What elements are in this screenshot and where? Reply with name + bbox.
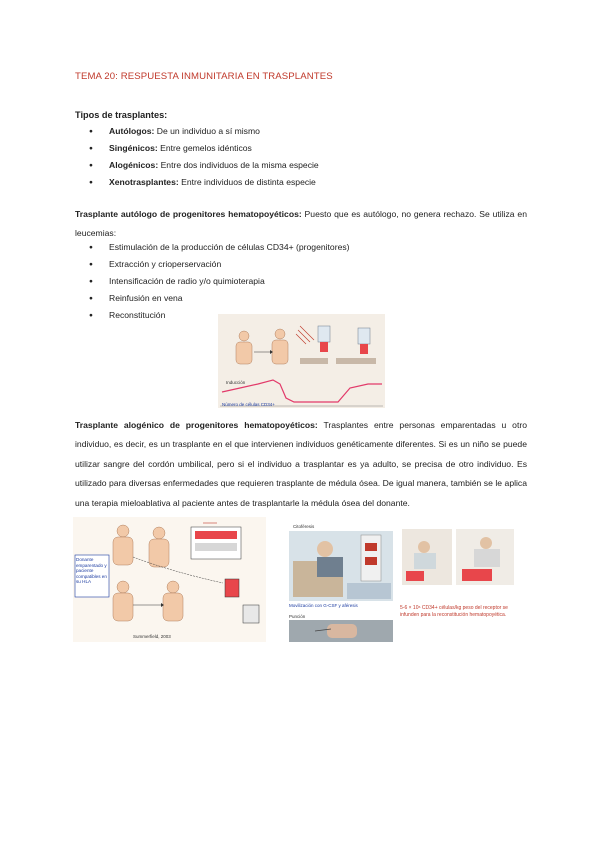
list-item: ● Estimulación de la producción de células CD34+ (progenitores) — [89, 242, 350, 259]
list-item: ● Autólogos: De un individuo a sí mismo — [89, 126, 319, 143]
list-item: ● Reinfusión en vena — [89, 293, 350, 310]
page-title: TEMA 20: RESPUESTA INMUNITARIA EN TRASPLANTES — [75, 71, 333, 82]
allogeneic-figure-left — [73, 517, 266, 642]
autologous-figure — [218, 314, 385, 408]
list-item: ● Reconstitución — [89, 310, 350, 327]
cytapheresis-label: Citoféresis — [293, 524, 315, 529]
reinfusion-caption: 5-6 × 10⁶ CD34+ células/kg peso del receptor se infunden para la reconstitución hematopoyética. — [400, 605, 508, 618]
allogeneic-paragraph: Trasplante alogénico de progenitores hematopoyéticos: Trasplantes entre personas emparentadas u otro individuo, es decir, es un trasplante en el que intervienen individuos genéticamente diferentes. Si es un niño se puede utilizar sangre del cordón umbilical, pero si el individuo a trasplantar es ya adulto, se precisa de otro individuo. Es utilizado para diversas enfermedades que requieren trasplante de médula ósea. De igual manera, también se le aplica una terapia mieloablativa al paciente antes de trasplantarle la médula ósea del donante. — [75, 420, 527, 508]
cd34-axis-label: Número de células CD34+ — [222, 402, 275, 407]
list-item: ● Singénicos: Entre gemelos idénticos — [89, 143, 319, 160]
list-item: ● Xenotrasplantes: Entre individuos de distinta especie — [89, 177, 319, 194]
autologous-paragraph: Trasplante autólogo de progenitores hematopoyéticos: Puesto que es autólogo, no genera rechazo. Se utiliza en leucemias: — [75, 209, 527, 239]
list-item: ● Intensificación de radio y/o quimioterapia — [89, 276, 350, 293]
list-item: ● Extracción y crioperservación — [89, 259, 350, 276]
types-list — [89, 126, 319, 194]
autologous-diagram — [218, 314, 385, 408]
list-item: ● Alogénicos: Entre dos individuos de la misma especie — [89, 160, 319, 177]
reinfusion-photos — [400, 527, 516, 645]
compatible-donor-box: Donante emparentado y paciente compatibles en su HLA — [76, 557, 107, 585]
allogeneic-figure-middle — [287, 521, 395, 643]
puncture-label: Punción — [289, 614, 306, 619]
figure-credit: Summerfield, 2003 — [133, 634, 171, 639]
induction-label: Inducción — [226, 380, 246, 385]
mobilization-caption: Movilización con G-CSF y aféresis — [289, 603, 358, 608]
apheresis-photos — [287, 521, 395, 643]
types-heading: Tipos de trasplantes: — [75, 110, 168, 120]
allogeneic-figure-right — [400, 527, 516, 645]
allogeneic-diagram — [73, 517, 266, 642]
